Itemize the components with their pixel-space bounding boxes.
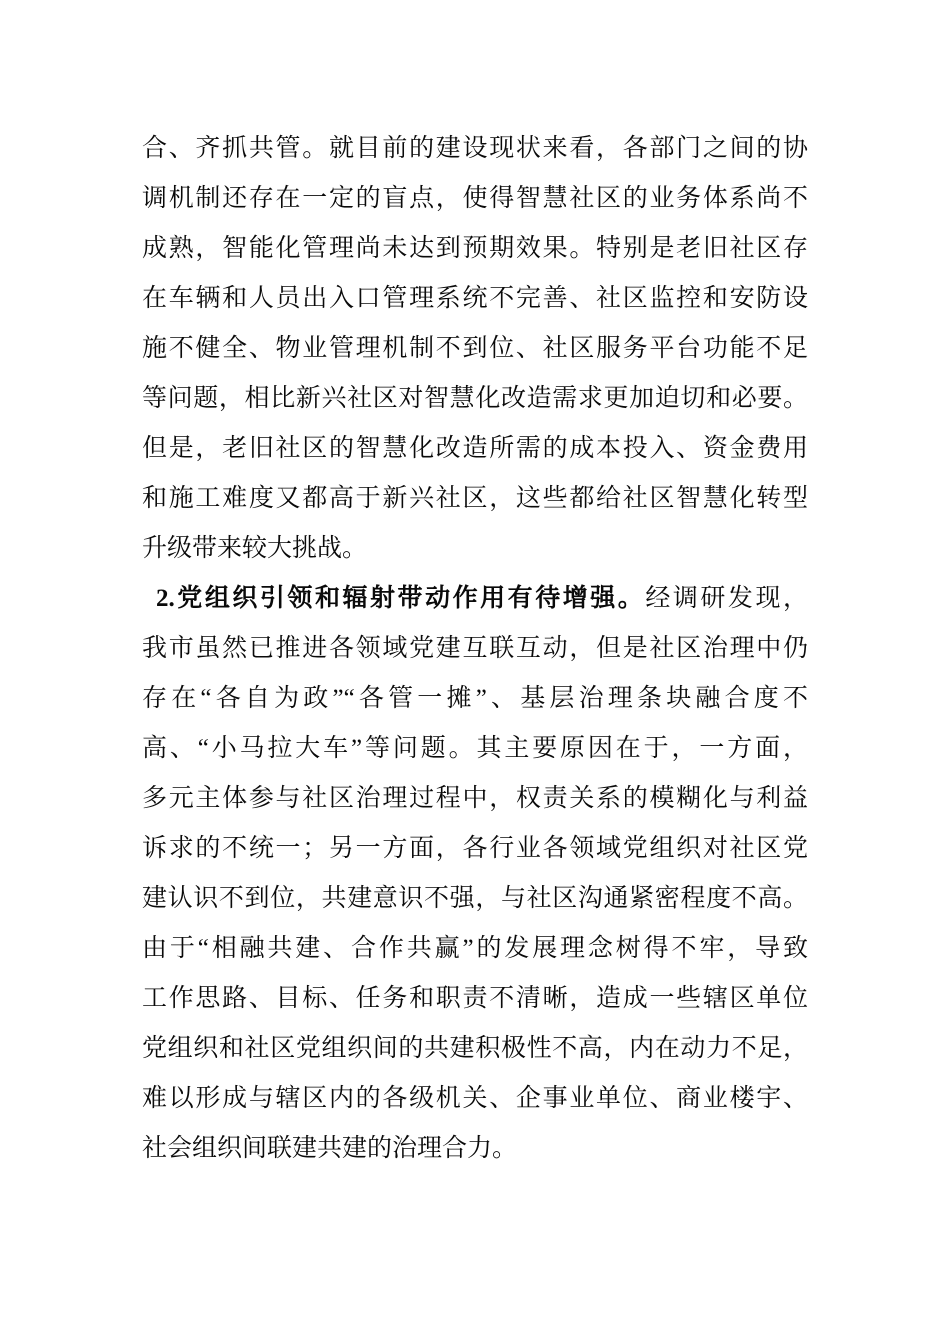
text-line-p2-l3 [142, 674, 808, 724]
text-line-p1-l2 [142, 174, 808, 224]
text-line-p1-l5 [142, 324, 808, 374]
body-text: 多元主体参与社区治理过程中，权责关系的模糊化与利益 [142, 785, 808, 812]
section-heading-bold-text: 2.党组织引领和辐射带动作用有待增强。 [156, 585, 646, 612]
text-line-p2-l11 [142, 1074, 808, 1124]
text-line-p2-l8 [142, 924, 808, 974]
text-line-p1-l4 [142, 274, 808, 324]
text-line-p1-l9 [142, 524, 808, 574]
body-text: 在车辆和人员出入口管理系统不完善、社区监控和安防设 [142, 285, 808, 312]
text-line-p1-l1 [142, 124, 808, 174]
body-text: 成熟，智能化管理尚未达到预期效果。特别是老旧社区存 [142, 235, 808, 262]
text-line-p2-l1 [142, 574, 808, 624]
body-text: 但是，老旧社区的智慧化改造所需的成本投入、资金费用 [142, 435, 808, 462]
body-text: 建认识不到位，共建意识不强，与社区沟通紧密程度不高。 [142, 885, 808, 912]
body-text: 社会组织间联建共建的治理合力。 [142, 1135, 518, 1162]
body-text: 党组织和社区党组织间的共建积极性不高，内在动力不足， [142, 1035, 808, 1062]
body-text: 合、齐抓共管。就目前的建设现状来看，各部门之间的协 [142, 135, 808, 162]
text-line-p2-l7 [142, 874, 808, 924]
text-line-p2-l4 [142, 724, 808, 774]
text-line-p2-l5 [142, 774, 808, 824]
body-text: 和施工难度又都高于新兴社区，这些都给社区智慧化转型 [142, 485, 808, 512]
body-text: 由于“相融共建、合作共赢”的发展理念树得不牢，导致 [142, 935, 808, 962]
document-text-block [142, 124, 808, 1174]
text-line-p2-l9 [142, 974, 808, 1024]
body-text: 经调研发现， [645, 585, 808, 612]
text-line-p2-l6 [142, 824, 808, 874]
text-line-p2-l10 [142, 1024, 808, 1074]
text-line-p1-l3 [142, 224, 808, 274]
body-text: 我市虽然已推进各领域党建互联互动，但是社区治理中仍 [142, 635, 808, 662]
body-text: 升级带来较大挑战。 [142, 535, 368, 562]
body-text: 诉求的不统一；另一方面，各行业各领域党组织对社区党 [142, 835, 808, 862]
body-text: 工作思路、目标、任务和职责不清晰，造成一些辖区单位 [142, 985, 808, 1012]
body-text: 调机制还存在一定的盲点，使得智慧社区的业务体系尚不 [142, 185, 808, 212]
text-line-p1-l7 [142, 424, 808, 474]
body-text: 等问题，相比新兴社区对智慧化改造需求更加迫切和必要。 [142, 385, 808, 412]
body-text: 难以形成与辖区内的各级机关、企事业单位、商业楼宇、 [142, 1085, 808, 1112]
body-text: 施不健全、物业管理机制不到位、社区服务平台功能不足 [142, 335, 808, 362]
text-line-p1-l6 [142, 374, 808, 424]
text-line-p2-l12 [142, 1124, 808, 1174]
text-line-p1-l8 [142, 474, 808, 524]
body-text: 存在“各自为政”“各管一摊”、基层治理条块融合度不 [142, 685, 808, 712]
body-text: 高、“小马拉大车”等问题。其主要原因在于，一方面， [142, 735, 808, 762]
text-line-p2-l2 [142, 624, 808, 674]
